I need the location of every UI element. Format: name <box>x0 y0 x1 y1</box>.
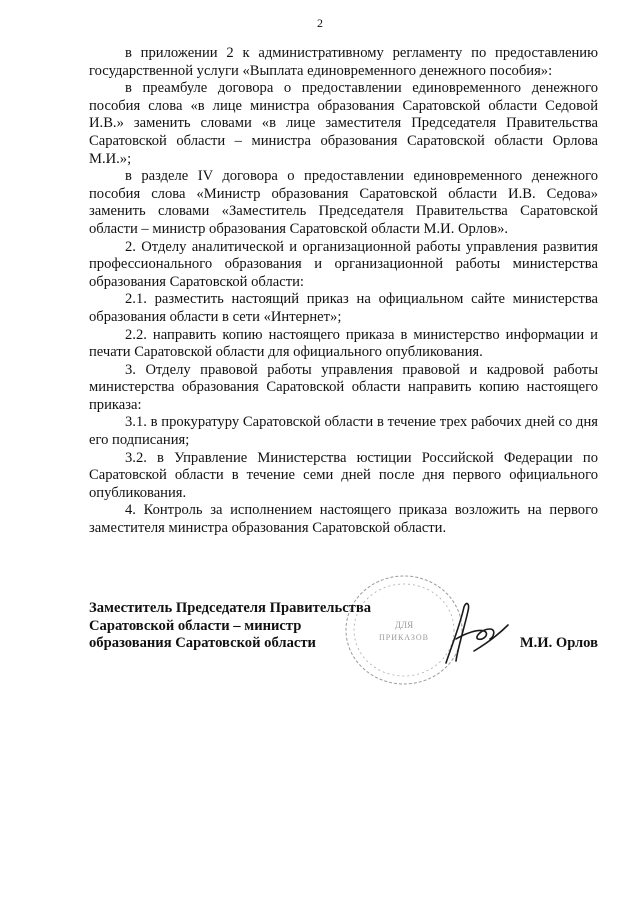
paragraph: 2.1. разместить настоящий приказ на официальном сайте министерства образования области в сети «Интернет»; <box>89 291 598 325</box>
paragraph: 2. Отделу аналитической и организационной работы управления развития профессионального образования и организационной работы министерства образования Саратовской области: <box>89 238 598 290</box>
paragraph: в преамбуле договора о предоставлении единовременного денежного пособия слова «в лице министра образования Саратовской области Седовой И.В.» заменить словами «в лице заместителя Председателя Правительства Саратовской области – министра образования Саратовской области Орлова М.И.»; <box>89 80 598 167</box>
paragraph: в разделе IV договора о предоставлении единовременного денежного пособия слова «Министр образования Саратовской области И.В. Седова» заменить словами «Заместитель Председателя Правительства Саратовской области – министр образования Саратовской области М.И. Орлов». <box>89 168 598 237</box>
paragraph: 2.2. направить копию настоящего приказа в министерство информации и печати Саратовской области для официального опубликования. <box>89 326 598 361</box>
document-body <box>89 45 598 538</box>
signature-block <box>89 600 598 680</box>
paragraph: 4. Контроль за исполнением настоящего приказа возложить на первого заместителя министра образования Саратовской области. <box>89 502 598 537</box>
signer-title-line: Саратовской области – министр <box>89 617 302 634</box>
paragraph: 3.2. в Управление Министерства юстиции Российской Федерации по Саратовской области в течение семи дней после дня первого официального опубликования. <box>89 449 598 501</box>
paragraph: 3.1. в прокуратуру Саратовской области в течение трех рабочих дней со дня его подписания; <box>89 414 598 449</box>
signer-title-line: Заместитель Председателя Правительства <box>89 600 372 616</box>
stamp-text: ДЛЯ <box>394 620 414 630</box>
paragraph: в приложении 2 к административному регламенту по предоставлению государственной услуги «Выплата единовременного денежного пособия»: <box>89 45 598 79</box>
handwritten-signature <box>434 595 514 675</box>
stamp-text: ПРИКАЗОВ <box>378 633 430 642</box>
signer-title <box>89 600 371 653</box>
signer-title-line: образования Саратовской области <box>89 635 316 652</box>
page-number: 2 <box>317 16 323 30</box>
signer-name: М.И. Орлов <box>519 635 598 651</box>
paragraph: 3. Отделу правовой работы управления правовой и кадровой работы министерства образования Саратовской области направить копию настоящего приказа: <box>89 361 598 413</box>
